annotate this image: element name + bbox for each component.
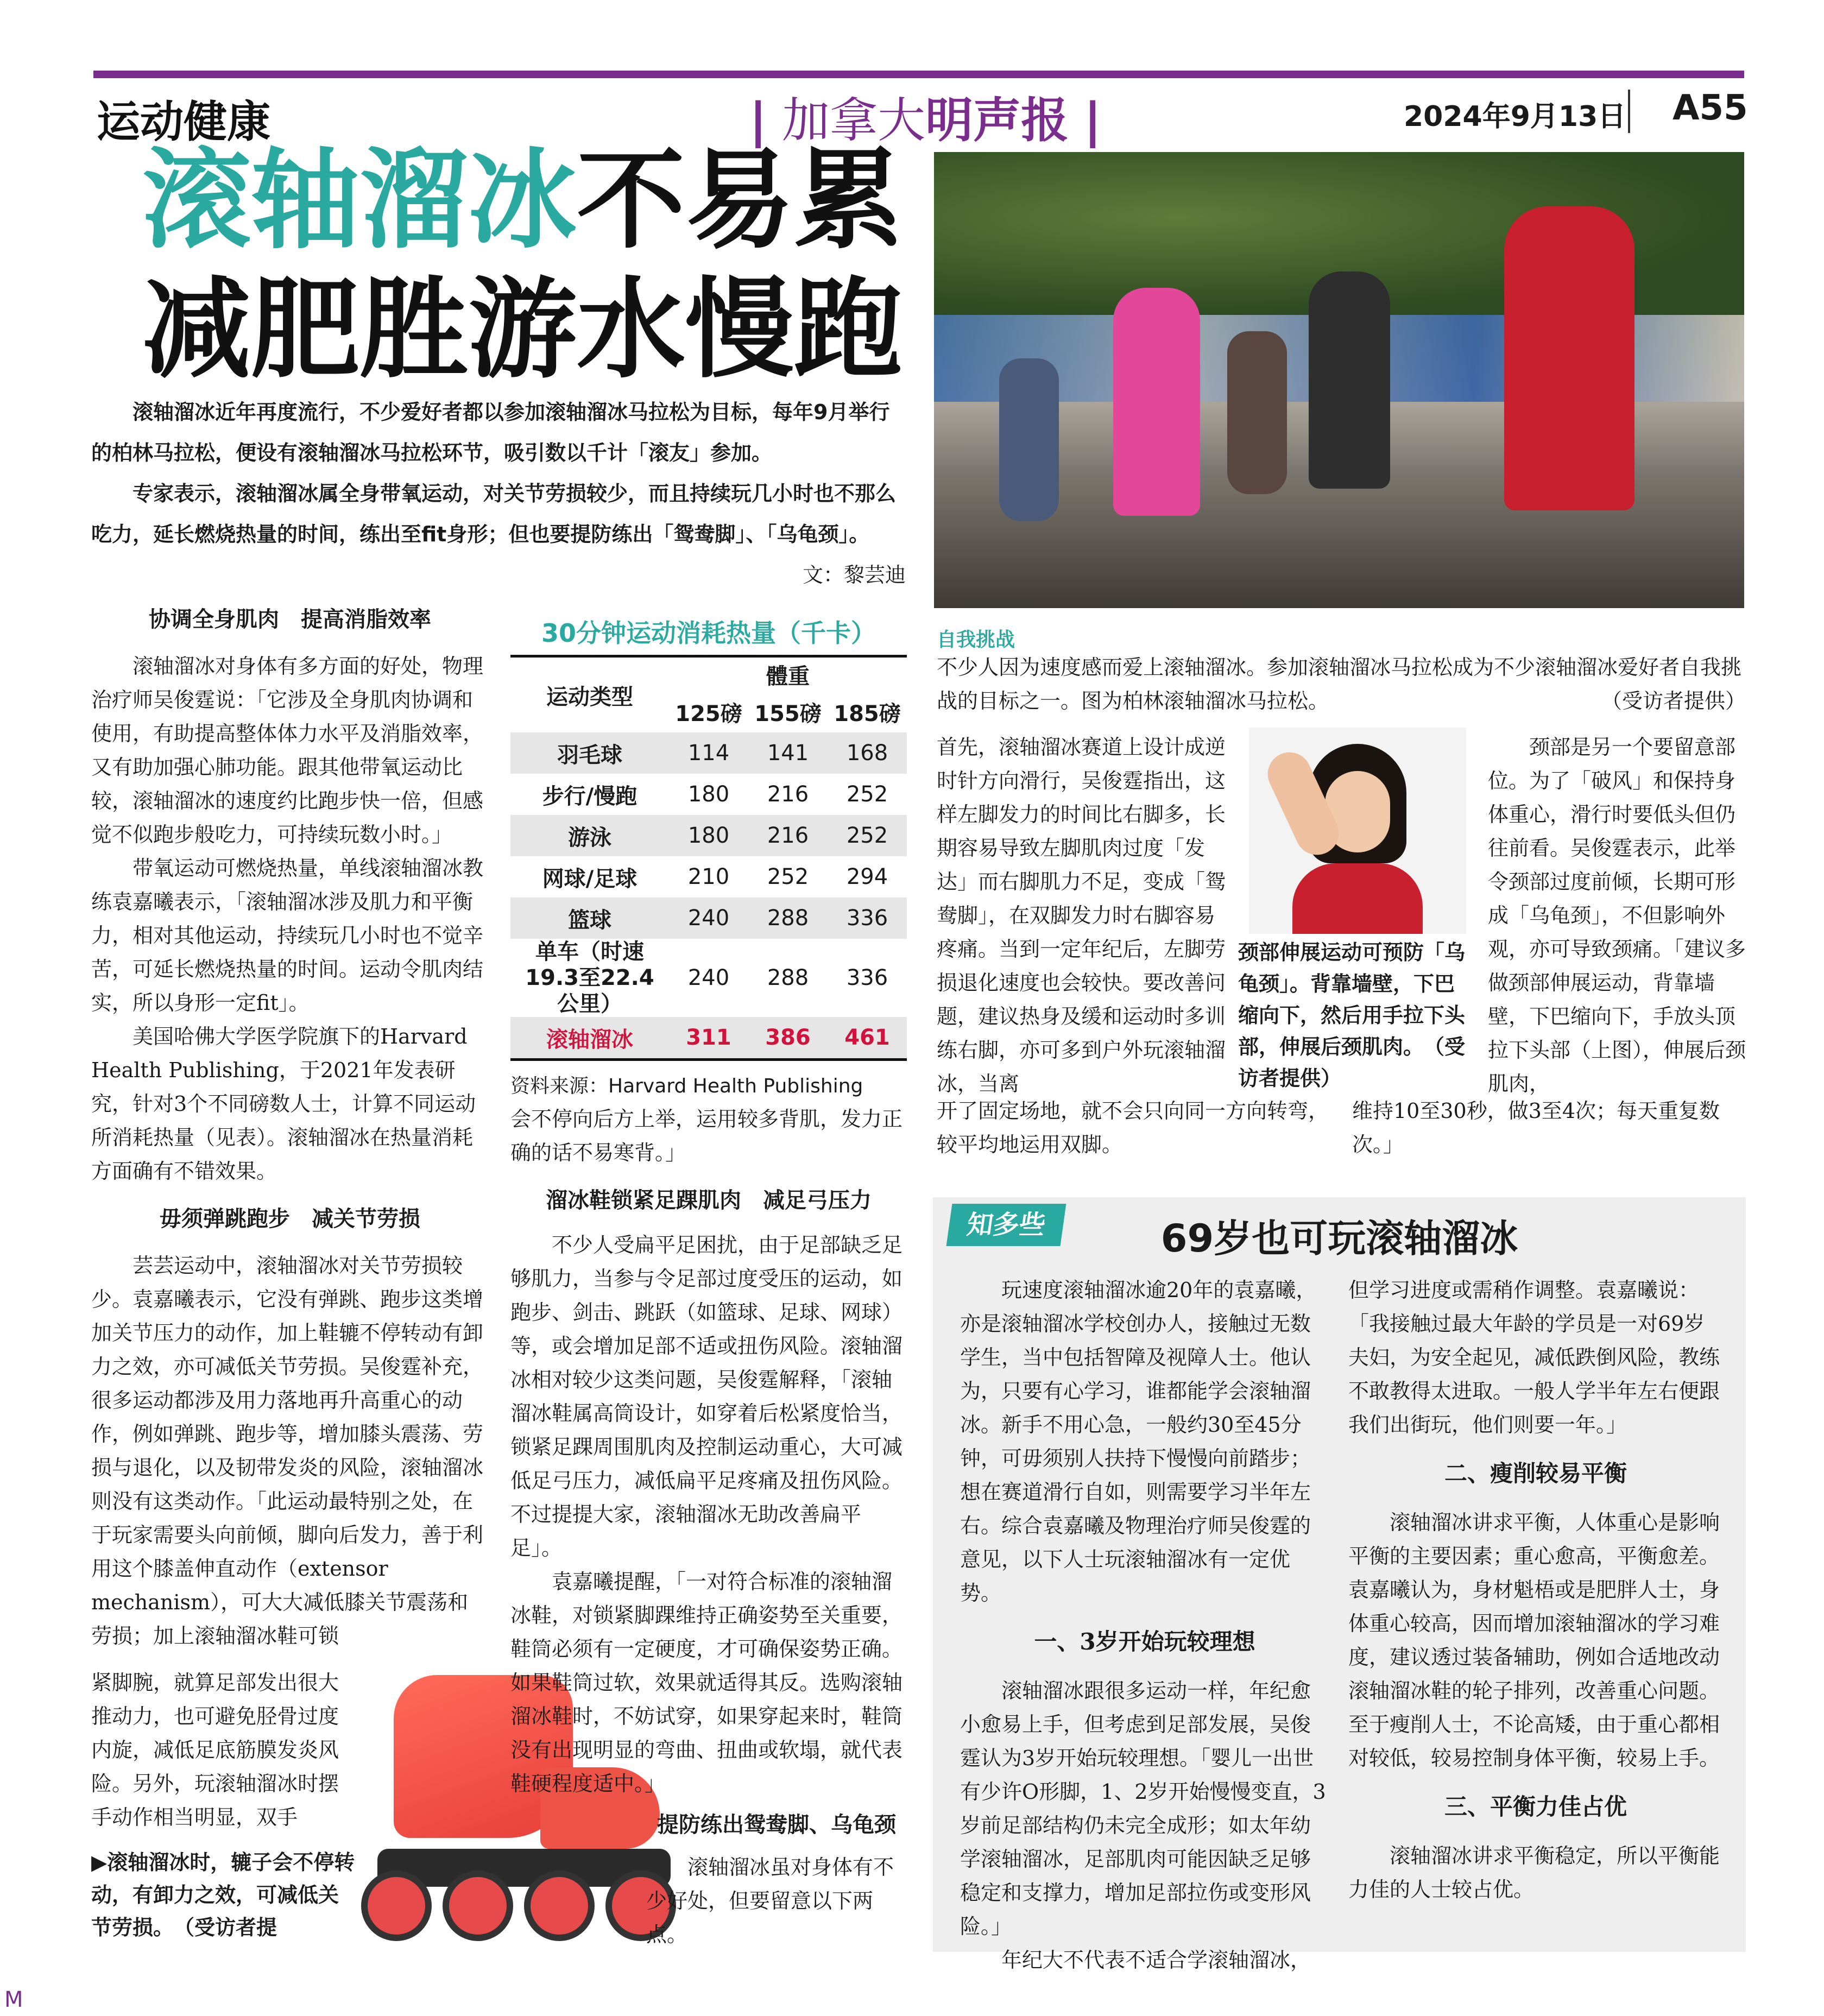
skate-wheel-1 bbox=[361, 1870, 432, 1941]
sidebar-title: 69岁也可玩滚轴溜冰 bbox=[1160, 1216, 1518, 1261]
berlin-marathon-photo bbox=[934, 152, 1744, 608]
table-row bbox=[510, 774, 907, 815]
sidebar-column-left bbox=[960, 1273, 1329, 1977]
sidebar-column-right bbox=[1348, 1273, 1723, 1906]
sidebar-box bbox=[933, 1197, 1746, 1972]
table-cell: 294 bbox=[846, 864, 888, 889]
table-source: 资料来源：Harvard Health Publishing bbox=[510, 1075, 863, 1097]
table-cell: 180 bbox=[669, 815, 748, 856]
row-label: 游泳 bbox=[510, 815, 669, 856]
table-cell: 141 bbox=[748, 732, 828, 774]
weight-185: 185磅 bbox=[834, 701, 901, 726]
headline-line1 bbox=[142, 137, 903, 264]
sidebar-paragraph-3: 年纪大不代表不适合学滚轴溜冰， bbox=[1001, 1948, 1311, 1972]
row-label: 单车（时速19.3至22.4公里） bbox=[525, 939, 654, 1016]
row-label: 步行/慢跑 bbox=[542, 783, 638, 809]
neck-caption: 颈部伸展运动可预防「乌龟颈」。背靠墙壁，下巴缩向下，然后用手拉下头部，伸展后颈肌肉。 （受访者提供） bbox=[1238, 940, 1466, 1090]
header-type: 运动类型 bbox=[546, 684, 633, 710]
intro-paragraph-2: 专家表示，滚轴溜冰属全身带氧运动，对关节劳损较少，而且持续玩几小时也不那么吃力，延长燃烧热量的时间，练出至fit身形；但也要提防练出「鸳鸯脚」、「乌龟颈」。 bbox=[91, 482, 897, 546]
table-cell: 168 bbox=[828, 732, 907, 774]
table-cell: 216 bbox=[748, 815, 828, 856]
table-cell: 336 bbox=[846, 965, 888, 990]
col1-paragraph-4: 芸芸运动中，滚轴溜冰对关节劳损较少。袁嘉曦表示，它没有弹跳、跑步这类增加关节压力的动作，加上鞋辘不停转动有卸力之效，亦可减低关节劳损。吴俊霆补充，很多运动都涉及用力落地再升高重心的动作，例如弹跳、跑步等，增加膝头震荡、劳损与退化，以及韧带发炎的风险，滚轴溜冰则没有这类动作。「此运动最特别之处，在于玩家需要头向前倾，脚向后发力，善于利用这个膝盖伸直动作（extensor mechanism），可大大减低膝关节震荡和劳损；加上滚轴溜冰鞋可锁 bbox=[91, 1254, 484, 1648]
table-row bbox=[510, 939, 907, 1017]
col2-subhead-2: 提防练出鸳鸯脚、乌龟颈 bbox=[657, 1812, 896, 1837]
col4-paragraph-1: 颈部是另一个要留意部位。为了「破风」和保持身体重心，滑行时要低头但仍往前看。吴俊霆表示，此举令颈部过度前倾，长期可形成「乌龟颈」，不但影响外观，亦可导致颈痛。「建议多做颈部伸展运动，背靠墙壁，下巴缩向下，手放头顶拉下头部（上图），伸展后颈肌肉， bbox=[1488, 735, 1746, 1096]
table-title: 30分钟运动消耗热量（千卡） bbox=[541, 618, 876, 648]
table-cell: 114 bbox=[669, 732, 748, 774]
sidebar-tag-text: 知多些 bbox=[965, 1210, 1047, 1240]
column-3-left bbox=[937, 730, 1230, 1101]
column-1-lower bbox=[91, 1666, 357, 1834]
masthead-bar-right: | bbox=[1084, 92, 1102, 148]
table-cell: 336 bbox=[828, 898, 907, 939]
masthead-bar-left: | bbox=[749, 92, 767, 148]
skater-3 bbox=[1504, 206, 1634, 510]
table-row bbox=[510, 898, 907, 939]
calorie-table-box bbox=[510, 614, 907, 1098]
col2-paragraph-2: 袁嘉曦提醒，「一对符合标准的滚轴溜冰鞋，对锁紧脚踝维持正确姿势至关重要，鞋筒必须有一定硬度，才可确保姿势正确。如果鞋筒过软，效果就适得其反。选购滚轴溜冰鞋时，不妨试穿，如果穿起来时，鞋筒没有出现明显的弯曲、扭曲或软塌，就代表鞋硬程度适中。」 bbox=[510, 1570, 903, 1796]
col2-paragraph-1: 不少人受扁平足困扰，由于足部缺乏足够肌力，当参与令足部过度受压的运动，如跑步、剑击、跳跃（如篮球、足球、网球）等，或会增加足部不适或扭伤风险。滚轴溜冰相对较少这类问题，吴俊霆解释，「滚轴溜冰鞋属高筒设计，如穿着后松紧度恰当，锁紧足踝周围肌肉及控制运动重心，大可减低足弓压力，减低扁平足疼痛及扭伤风险。不过提提大家，滚轴溜冰无助改善扁平足」。 bbox=[510, 1233, 903, 1560]
sidebar-subhead-2: 二、瘦削较易平衡 bbox=[1444, 1460, 1627, 1487]
col4-paragraph-1b: 维持10至30秒，做3至4次；每天重复数次。」 bbox=[1352, 1099, 1720, 1156]
skater-2 bbox=[1309, 271, 1390, 489]
table-cell: 180 bbox=[687, 782, 730, 807]
skater-4 bbox=[999, 358, 1059, 521]
footer-mark: M bbox=[4, 1987, 23, 2012]
photo-caption bbox=[937, 650, 1746, 718]
table-row bbox=[510, 815, 907, 856]
skater-1 bbox=[1113, 288, 1200, 516]
table-cell: 240 bbox=[687, 965, 730, 990]
col1-paragraph-3: 美国哈佛大学医学院旗下的Harvard Health Publishing，于2021年发表研究，针对3个不同磅数人士，计算不同运动所消耗热量（见表）。滚轴溜冰在热量消耗方面确有不错效果。 bbox=[91, 1025, 476, 1183]
col3-paragraph-1b: 开了固定场地，就不会只向同一方向转弯，较平均地运用双脚。 bbox=[937, 1099, 1329, 1156]
byline: 文：黎芸迪 bbox=[802, 563, 906, 587]
section-title: 运动健康 bbox=[97, 97, 270, 147]
row-label: 网球/足球 bbox=[542, 866, 638, 892]
intro bbox=[91, 392, 906, 596]
table-row bbox=[510, 732, 907, 774]
sidebar-paragraph-1: 玩速度滚轴溜冰逾20年的袁嘉曦，亦是滚轴溜冰学校创办人，接触过无数学生，当中包括智障及视障人士。他认为，只要有心学习，谁都能学会滚轴溜冰。新手不用心急，一般约30至45分钟，可毋须别人扶持下慢慢向前踏步；想在赛道滑行自如，则需要学习半年左右。综合袁嘉曦及物理治疗师吴俊霆的意见，以下人士玩滚轴溜冰有一定优势。 bbox=[960, 1278, 1317, 1605]
col2-paragraph-3: 滚轴溜冰虽对身体有不少好处，但要留意以下两点。 bbox=[646, 1855, 894, 1947]
sidebar-paragraph-6: 滚轴溜冰讲求平衡稳定，所以平衡能力佳的人士较占优。 bbox=[1348, 1844, 1720, 1901]
neck-stretch-photo bbox=[1249, 728, 1466, 934]
photo-caption-title: 自我挑战 bbox=[937, 629, 1015, 651]
col1-subhead-1: 协调全身肌肉 提高消脂效率 bbox=[149, 606, 431, 632]
table-row bbox=[510, 856, 907, 898]
headline-highlight: 滚轴溜冰 bbox=[142, 137, 577, 264]
sidebar-paragraph-2: 滚轴溜冰跟很多运动一样，年纪愈小愈易上手，但考虑到足部发展，吴俊霆认为3岁开始玩较理想。「婴儿一出世有少许O形脚，1、2岁开始慢慢变直，3岁前足部结构仍未完全成形；如太年幼学滚轴溜冰，足部肌肉可能因缺乏足够稳定和支撑力，增加足部拉伤或变形风险。」 bbox=[960, 1679, 1326, 1938]
row-label: 篮球 bbox=[510, 898, 669, 939]
skate-wheel-2 bbox=[443, 1870, 513, 1941]
column-3-bridge bbox=[937, 1094, 1339, 1161]
masthead-prefix: 加拿大 bbox=[782, 92, 926, 148]
column-4 bbox=[1488, 730, 1746, 1101]
row-label: 羽毛球 bbox=[510, 732, 669, 774]
header-divider bbox=[1628, 90, 1630, 133]
weight-155: 155磅 bbox=[754, 701, 822, 726]
col1-paragraph-1: 滚轴溜冰对身体有多方面的好处，物理治疗师吴俊霆说：「它涉及全身肌肉协调和使用，有助提高整体体力水平及消脂效率，又有助加强心肺功能。跟其他带氧运动比较，滚轴溜冰的速度约比跑步快一倍，但感觉不似跑步般吃力，可持续玩数小时。」 bbox=[91, 654, 484, 846]
headline-line2: 减肥胜游水慢跑 bbox=[142, 267, 903, 393]
table-cell: 210 bbox=[687, 864, 730, 889]
table-cell: 311 bbox=[669, 1017, 748, 1058]
col1-paragraph-5: 紧脚腕，就算足部发出很大推动力，也可避免胫骨过度内旋，减低足底筋膜发炎风险。另外，玩滚轴溜冰时摆手动作相当明显，双手 bbox=[91, 1671, 339, 1829]
table-cell: 288 bbox=[748, 898, 828, 939]
woman-top bbox=[1292, 863, 1423, 934]
column-2 bbox=[510, 1102, 907, 1800]
table-cell: 288 bbox=[767, 965, 809, 990]
intro-paragraph-1: 滚轴溜冰近年再度流行，不少爱好者都以参加滚轴溜冰马拉松为目标，每年9月举行的柏林马拉松，便设有滚轴溜冰马拉松环节，吸引数以千计「滚友」参加。 bbox=[91, 400, 890, 465]
table-row-highlight bbox=[510, 1017, 907, 1058]
col3-paragraph-1: 首先，滚轴溜冰赛道上设计成逆时针方向滑行，吴俊霆指出，这样左脚发力的时间比右脚多，长期容易导致左脚肌肉过度「发达」而右脚肌力不足，变成「鸳鸯脚」，在双脚发力时右脚容易疼痛。当到一定年纪后，左脚劳损退化速度也会较快。要改善问题，建议热身及缓和运动时多训练右脚，亦可多到户外玩滚轴溜冰，当离 bbox=[937, 735, 1226, 1096]
table-bottom-rule bbox=[510, 1058, 907, 1061]
table-cell: 240 bbox=[669, 898, 748, 939]
column-4-end bbox=[1352, 1094, 1746, 1161]
column-1 bbox=[91, 603, 489, 1653]
table-cell: 216 bbox=[767, 782, 809, 807]
table-cell: 252 bbox=[828, 815, 907, 856]
column-2-lower bbox=[646, 1808, 907, 1951]
photo-credit: （受访者提供） bbox=[1601, 689, 1746, 713]
sidebar-paragraph-5: 滚轴溜冰讲求平衡，人体重心是影响平衡的主要因素；重心愈高，平衡愈差。袁嘉曦认为，身材魁梧或是肥胖人士，身体重心较高，因而增加滚轴溜冰的学习难度，建议透过装备辅助，例如合适地改动滚轴溜冰鞋的轮子排列，改善重心问题。至于瘦削人士，不论高矮，由于重心都相对较低，较易控制身体平衡，较易上手。 bbox=[1348, 1511, 1720, 1770]
col2-continued: 会不停向后方上举，运用较多背肌，发力正确的话不易寒背。」 bbox=[510, 1107, 903, 1165]
table-cell: 386 bbox=[748, 1017, 828, 1058]
header-weight: 體重 bbox=[766, 663, 810, 689]
headline-rest: 不易累 bbox=[577, 137, 903, 264]
skater-5 bbox=[1227, 331, 1287, 494]
masthead-name: 明声报 bbox=[925, 92, 1069, 148]
skate-caption: ▶滚轴溜冰时，辘子会不停转动，有卸力之效，可减低关节劳损。 （受访者提 bbox=[91, 1850, 355, 1939]
skate-wheel-3 bbox=[524, 1870, 595, 1941]
calorie-table bbox=[510, 658, 907, 1058]
col1-paragraph-2: 带氧运动可燃烧热量，单线滚轴溜冰教练袁嘉曦表示，「滚轴溜冰涉及肌力和平衡力，相对其他运动，持续玩几小时也不觉辛苦，可延长燃烧热量的时间。运动令肌肉结实，所以身形一定fit」。 bbox=[91, 856, 484, 1015]
weight-125: 125磅 bbox=[675, 701, 742, 726]
page-number: A55 bbox=[1672, 88, 1748, 128]
issue-date: 2024年9月13日 bbox=[1404, 100, 1626, 133]
col1-subhead-2: 毋须弹跳跑步 减关节劳损 bbox=[160, 1206, 420, 1231]
top-rule bbox=[93, 71, 1744, 78]
sidebar-subhead-3: 三、平衡力佳占优 bbox=[1444, 1793, 1627, 1820]
table-cell: 252 bbox=[846, 782, 888, 807]
photo-caption-text: 不少人因为速度感而爱上滚轴溜冰。参加滚轴溜冰马拉松成为不少滚轴溜冰爱好者自我挑战的目标之一。图为柏林滚轴溜冰马拉松。 bbox=[937, 655, 1742, 713]
sidebar-paragraph-4: 但学习进度或需稍作调整。袁嘉曦说：「我接触过最大年龄的学员是一对69岁夫妇，为安全起见，减低跌倒风险，教练不敢教得太进取。一般人学半年左右便跟我们出街玩，他们则要一年。」 bbox=[1348, 1278, 1720, 1437]
col2-subhead-1: 溜冰鞋锁紧足踝肌肉 减足弓压力 bbox=[546, 1187, 872, 1213]
table-cell: 252 bbox=[767, 864, 809, 889]
sidebar-subhead-1: 一、3岁开始玩较理想 bbox=[1034, 1628, 1255, 1655]
row-label: 滚轴溜冰 bbox=[510, 1017, 669, 1058]
table-cell: 461 bbox=[828, 1017, 907, 1058]
